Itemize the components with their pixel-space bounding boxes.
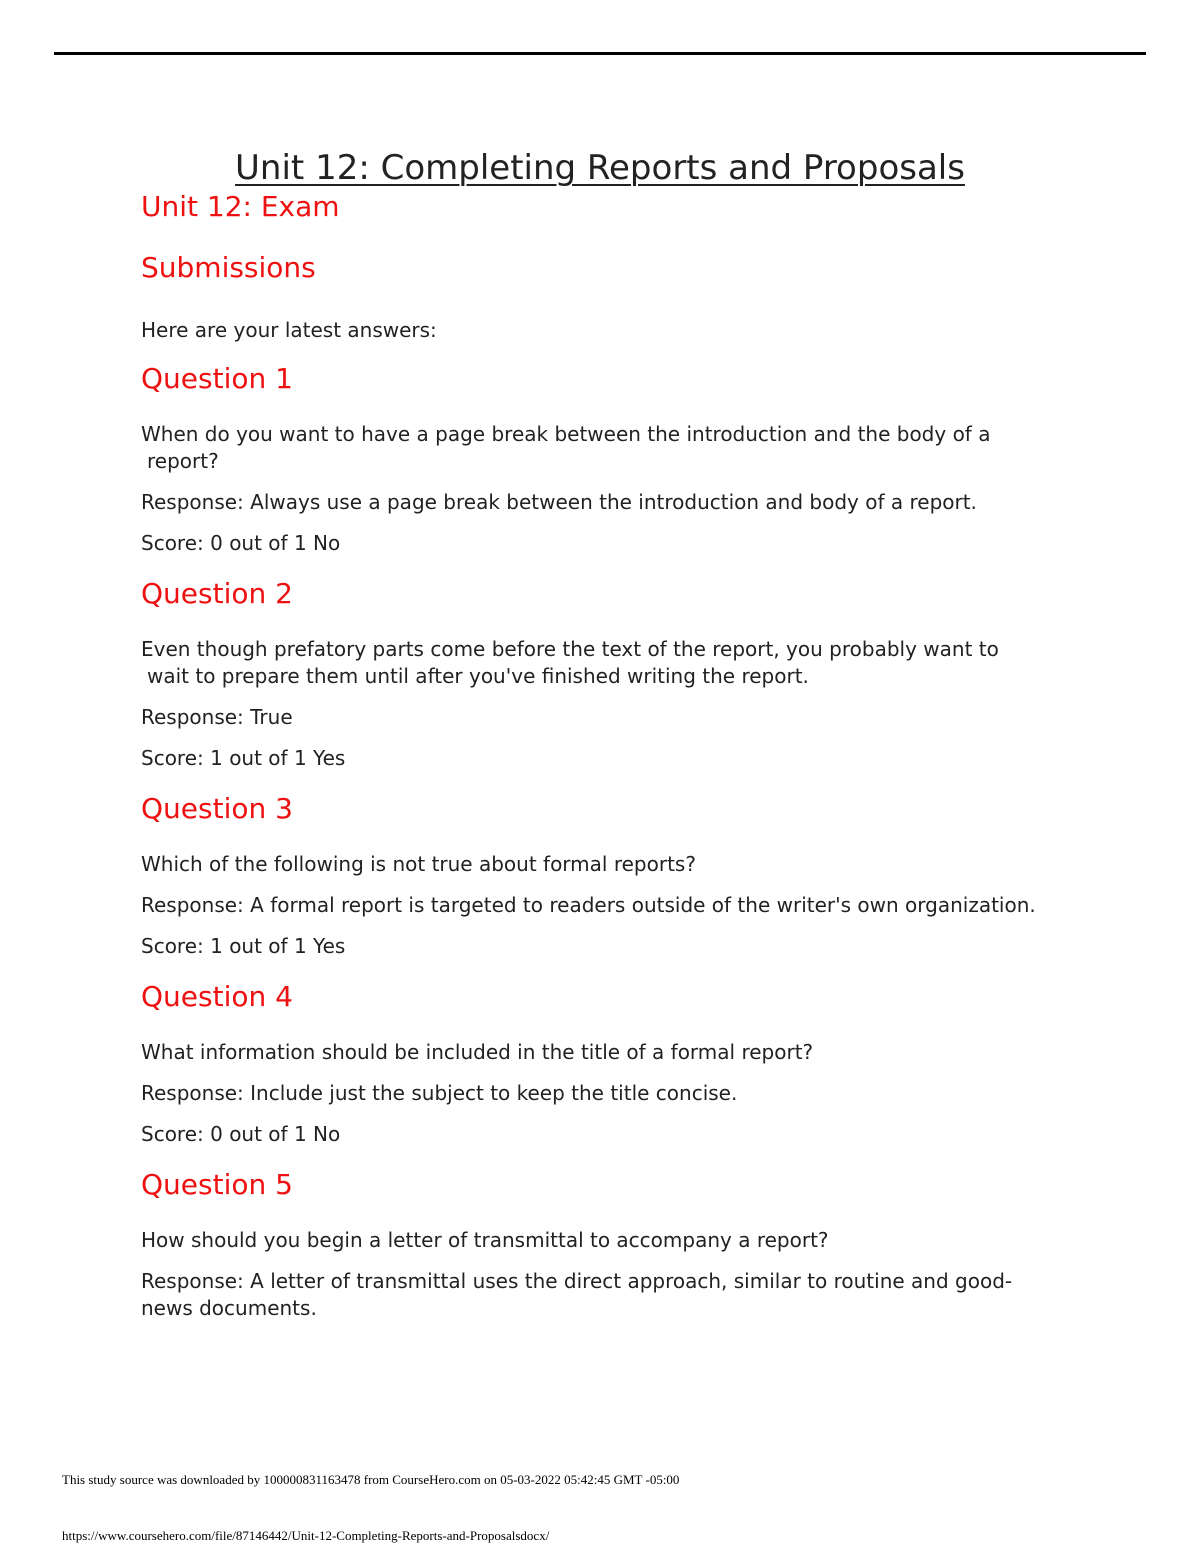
question-response: Response: Include just the subject to keep the title concise. bbox=[141, 1081, 738, 1105]
question-text: How should you begin a letter of transmittal to accompany a report? bbox=[141, 1228, 829, 1252]
question-text: Even though prefatory parts come before the text of the report, you probably want to wait to prepare them until after you've finished writing the report. bbox=[141, 637, 999, 688]
question-title: Question 4 bbox=[141, 980, 293, 1013]
question-response: Response: True bbox=[141, 705, 293, 729]
question-title: Question 2 bbox=[141, 577, 293, 610]
question-title: Question 5 bbox=[141, 1168, 293, 1201]
question-response: Response: Always use a page break between the introduction and body of a report. bbox=[141, 490, 977, 514]
question-title: Question 3 bbox=[141, 792, 293, 825]
question-text: What information should be included in the title of a formal report? bbox=[141, 1040, 814, 1064]
question-block bbox=[141, 577, 1041, 772]
top-rule bbox=[54, 52, 1146, 55]
exam-subtitle: Unit 12: Exam bbox=[141, 190, 340, 223]
question-list bbox=[141, 362, 1041, 1322]
source-url[interactable]: https://www.coursehero.com/file/87146442/Unit-12-Completing-Reports-and-Proposalsdocx/ bbox=[62, 1528, 550, 1543]
question-text: Which of the following is not true about formal reports? bbox=[141, 852, 696, 876]
question-block bbox=[141, 792, 1041, 960]
question-score: Score: 1 out of 1 Yes bbox=[141, 934, 346, 958]
download-source-note: This study source was downloaded by 100000831163478 from CourseHero.com on 05-03-2022 05:42:45 GMT -05:00 bbox=[62, 1472, 680, 1487]
question-block bbox=[141, 362, 1041, 557]
submissions-heading: Submissions bbox=[141, 251, 316, 284]
question-block bbox=[141, 1168, 1041, 1322]
document-body bbox=[141, 190, 1041, 1322]
question-response: Response: A letter of transmittal uses the direct approach, similar to routine and good-news documents. bbox=[141, 1269, 1013, 1320]
document-title: Unit 12: Completing Reports and Proposals bbox=[235, 148, 965, 188]
question-score: Score: 1 out of 1 Yes bbox=[141, 746, 346, 770]
question-text: When do you want to have a page break between the introduction and the body of a report? bbox=[141, 422, 991, 473]
intro-text: Here are your latest answers: bbox=[141, 318, 437, 342]
question-response: Response: A formal report is targeted to readers outside of the writer's own organization. bbox=[141, 893, 1036, 917]
question-score: Score: 0 out of 1 No bbox=[141, 531, 341, 555]
question-title: Question 1 bbox=[141, 362, 293, 395]
question-score: Score: 0 out of 1 No bbox=[141, 1122, 341, 1146]
question-block bbox=[141, 980, 1041, 1148]
